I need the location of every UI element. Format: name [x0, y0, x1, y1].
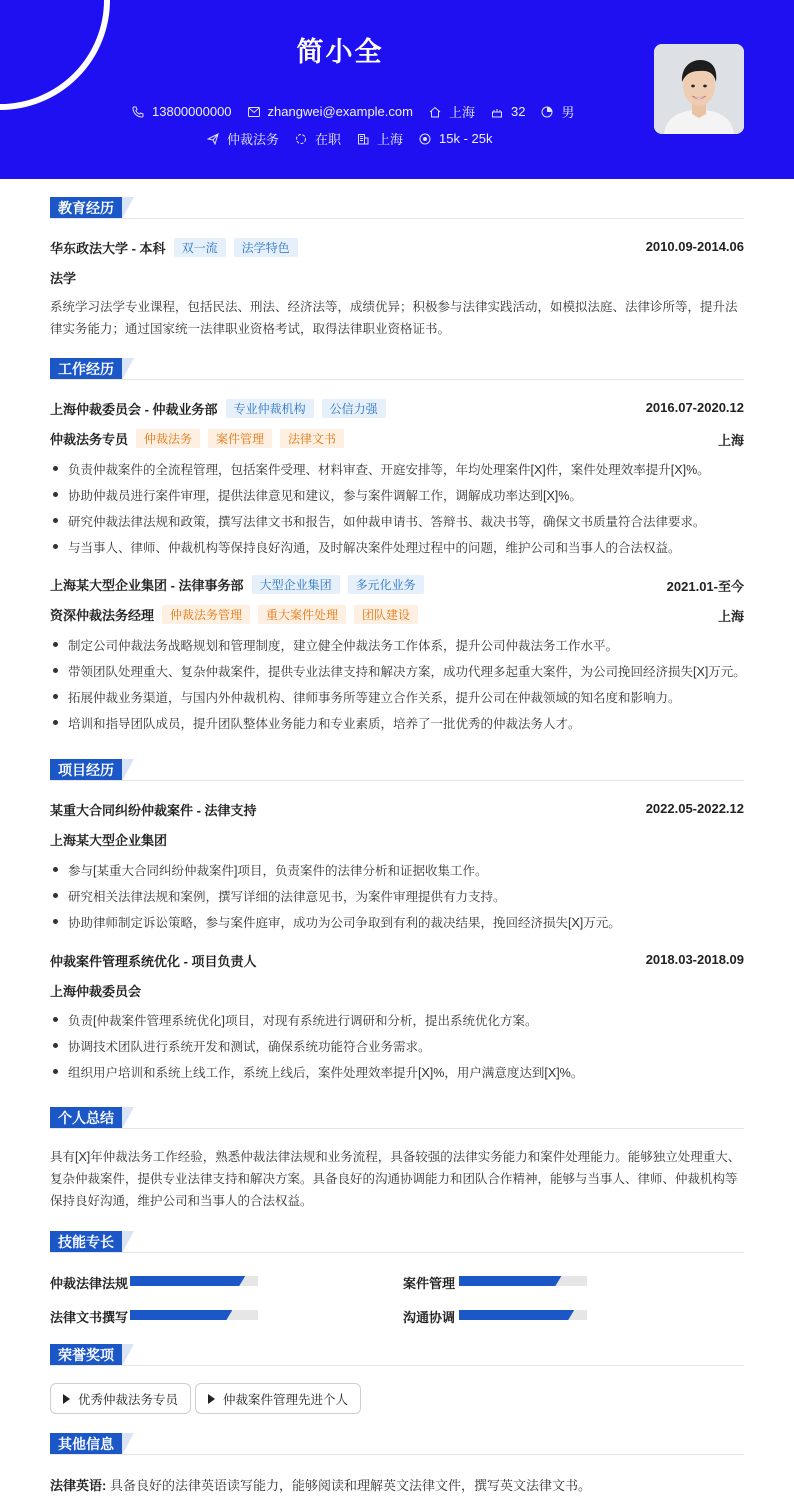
project-date: 2022.05-2022.12	[645, 801, 744, 816]
role-tag: 法律文书	[280, 429, 344, 448]
education-major: 法学	[50, 271, 77, 286]
section-title-work: 工作经历	[50, 358, 134, 380]
money-icon	[417, 131, 433, 147]
section-title-other: 其他信息	[50, 1433, 134, 1455]
project-bullet: 组织用户培训和系统上线工作，系统上线后，案件处理效率提升[X]%，用户满意度达到[X]%。	[50, 1063, 744, 1081]
school-tag: 法学特色	[234, 238, 298, 257]
home-icon	[427, 104, 443, 120]
divider	[50, 379, 744, 380]
skill-name: 法律文书撰写	[50, 1310, 129, 1325]
divider	[50, 1454, 744, 1455]
divider	[50, 1252, 744, 1253]
job-title: 仲裁法务专员	[50, 432, 129, 447]
skill-level-fill	[459, 1310, 574, 1320]
divider	[50, 780, 744, 781]
city-item	[427, 102, 475, 121]
skill-bar	[459, 1310, 587, 1320]
section-title-skills: 技能专长	[50, 1231, 134, 1253]
company-tag: 专业仲裁机构	[226, 399, 314, 418]
email-item	[246, 104, 413, 120]
age-item	[489, 104, 525, 120]
email-text: zhangwei@example.com	[267, 104, 413, 119]
company-tag: 公信力强	[322, 399, 386, 418]
work-bullet: 与当事人、律师、仲裁机构等保持良好沟通，及时解决案件处理过程中的问题，维护公司和当事人的合法权益。	[50, 538, 744, 556]
gender-icon	[539, 104, 555, 120]
other-info-label: 法律英语:	[50, 1478, 107, 1493]
play-icon	[208, 1394, 215, 1404]
honor-badge	[50, 1383, 191, 1414]
gender-item	[539, 102, 574, 121]
company-tag: 大型企业集团	[252, 575, 340, 594]
avatar	[654, 44, 744, 134]
work-date: 2016.07-2020.12	[645, 400, 744, 415]
send-icon	[205, 131, 221, 147]
section-title-honors: 荣誉奖项	[50, 1344, 134, 1366]
decorative-ring	[0, 0, 110, 110]
target-city-text: 上海	[377, 132, 404, 147]
skill-level-fill	[130, 1310, 232, 1320]
project-bullet: 负责[仲裁案件管理系统优化]项目，对现有系统进行调研和分析，提出系统优化方案。	[50, 1011, 744, 1029]
work-location: 上海	[717, 433, 744, 448]
role-tag: 团队建设	[354, 605, 418, 624]
other-info-text: 具备良好的法律英语读写能力，能够阅读和理解英文法律文件，撰写英文法律文书。	[109, 1478, 591, 1493]
role-tag: 重大案件处理	[258, 605, 346, 624]
work-bullet: 研究仲裁法律法规和政策，撰写法律文书和报告，如仲裁申请书、答辩书、裁决书等，确保文书质量符合法律要求。	[50, 512, 744, 530]
gender-text: 男	[561, 105, 575, 120]
work-bullet: 制定公司仲裁法务战略规划和管理制度，建立健全仲裁法务工作体系，提升公司仲裁法务工作水平。	[50, 636, 744, 654]
section-title-education: 教育经历	[50, 197, 134, 219]
project-org: 上海仲裁委员会	[50, 984, 142, 999]
work-date: 2021.01-至今	[666, 579, 744, 594]
summary-text: 具有[X]年仲裁法务工作经验，熟悉仲裁法律法规和业务流程，具备较强的法律实务能力和案件处理能力。能够独立处理重大、复杂仲裁案件，提供专业法律支持和解决方案。具备良好的沟通协调能力和团队合作精神，能够与当事人、律师、仲裁机构等保持良好沟通，维护公司和当事人的合法权益。	[50, 1150, 741, 1208]
section-title-summary: 个人总结	[50, 1107, 134, 1129]
project-date: 2018.03-2018.09	[645, 952, 744, 967]
project-bullet: 参与[某重大合同纠纷仲裁案件]项目，负责案件的法律分析和证据收集工作。	[50, 861, 744, 879]
company-name: 上海某大型企业集团 - 法律事务部	[50, 578, 244, 593]
education-date: 2010.09-2014.06	[645, 239, 744, 254]
phone-icon	[130, 104, 146, 120]
school-tag: 双一流	[174, 238, 226, 257]
mail-icon	[246, 104, 262, 120]
salary-text: 15k - 25k	[439, 131, 493, 146]
work-location: 上海	[717, 609, 744, 624]
divider	[50, 1128, 744, 1129]
work-title-line	[50, 429, 344, 448]
project-bullet: 协助律师制定诉讼策略，参与案件庭审，成功为公司争取到有利的裁决结果，挽回经济损失[X]万元。	[50, 913, 744, 931]
honor-text: 仲裁案件管理先进个人	[223, 1392, 349, 1407]
work-bullet: 拓展仲裁业务渠道，与国内外仲裁机构、律师事务所等建立合作关系，提升公司在仲裁领域的知名度和影响力。	[50, 688, 744, 706]
resume-header	[0, 0, 794, 179]
target-role-text: 仲裁法务	[227, 132, 280, 147]
project-bullet: 研究相关法律法规和案例，撰写详细的法律意见书，为案件审理提供有力支持。	[50, 887, 744, 905]
honor-text: 优秀仲裁法务专员	[78, 1392, 179, 1407]
project-org: 上海某大型企业集团	[50, 833, 168, 848]
skill-level-fill	[459, 1276, 561, 1286]
status-text: 在职	[315, 132, 342, 147]
work-bullet: 负责仲裁案件的全流程管理，包括案件受理、材料审查、开庭安排等，年均处理案件[X]件，案件处理效率提升[X]%。	[50, 460, 744, 478]
skill-bar	[130, 1310, 258, 1320]
company-name: 上海仲裁委员会 - 仲裁业务部	[50, 402, 218, 417]
candidate-name: 简小全	[296, 37, 384, 67]
honor-badge	[195, 1383, 361, 1414]
work-bullet: 带领团队处理重大、复杂仲裁案件，提供专业法律支持和解决方案，成功代理多起重大案件，为公司挽回经济损失[X]万元。	[50, 662, 744, 680]
work-title-line	[50, 605, 418, 624]
target-city-item	[355, 129, 403, 148]
skill-bar	[459, 1276, 587, 1286]
play-icon	[63, 1394, 70, 1404]
age-text: 32	[510, 104, 526, 119]
school-name: 华东政法大学 - 本科	[50, 241, 166, 256]
role-tag: 仲裁法务	[136, 429, 200, 448]
work-bullet: 培训和指导团队成员，提升团队整体业务能力和专业素质，培养了一批优秀的仲裁法务人才。	[50, 714, 744, 732]
city-text: 上海	[448, 105, 475, 120]
work-bullet: 协助仲裁员进行案件审理，提供法律意见和建议，参与案件调解工作，调解成功率达到[X]%。	[50, 486, 744, 504]
education-school-line	[50, 238, 298, 257]
skill-name: 案件管理	[403, 1276, 456, 1291]
work-company-line	[50, 575, 424, 594]
skill-bar	[130, 1276, 258, 1286]
other-info-line	[50, 1475, 591, 1494]
project-name: 某重大合同纠纷仲裁案件 - 法律支持	[50, 803, 257, 818]
role-tag: 案件管理	[208, 429, 272, 448]
target-role-item	[205, 129, 279, 148]
project-bullet: 协调技术团队进行系统开发和测试，确保系统功能符合业务需求。	[50, 1037, 744, 1055]
education-description: 系统学习法学专业课程，包括民法、刑法、经济法等，成绩优异；积极参与法律实践活动，如模拟法庭、法律诊所等，提升法律实务能力；通过国家统一法律职业资格考试，取得法律职业资格证书。	[50, 300, 738, 336]
skill-name: 沟通协调	[403, 1310, 456, 1325]
contact-row	[130, 102, 588, 121]
building-icon	[355, 131, 371, 147]
job-intent-row	[205, 129, 507, 148]
salary-item	[417, 131, 492, 147]
work-company-line	[50, 399, 386, 418]
status-item	[293, 129, 341, 148]
divider	[50, 218, 744, 219]
phone-item	[130, 104, 232, 120]
project-name: 仲裁案件管理系统优化 - 项目负责人	[50, 954, 257, 969]
phone-text: 13800000000	[152, 104, 232, 119]
divider	[50, 1365, 744, 1366]
company-tag: 多元化业务	[348, 575, 424, 594]
skill-level-fill	[130, 1276, 245, 1286]
job-title: 资深仲裁法务经理	[50, 608, 155, 623]
section-title-projects: 项目经历	[50, 759, 134, 781]
status-icon	[293, 131, 309, 147]
cake-icon	[489, 104, 505, 120]
skill-name: 仲裁法律法规	[50, 1276, 129, 1291]
role-tag: 仲裁法务管理	[162, 605, 250, 624]
